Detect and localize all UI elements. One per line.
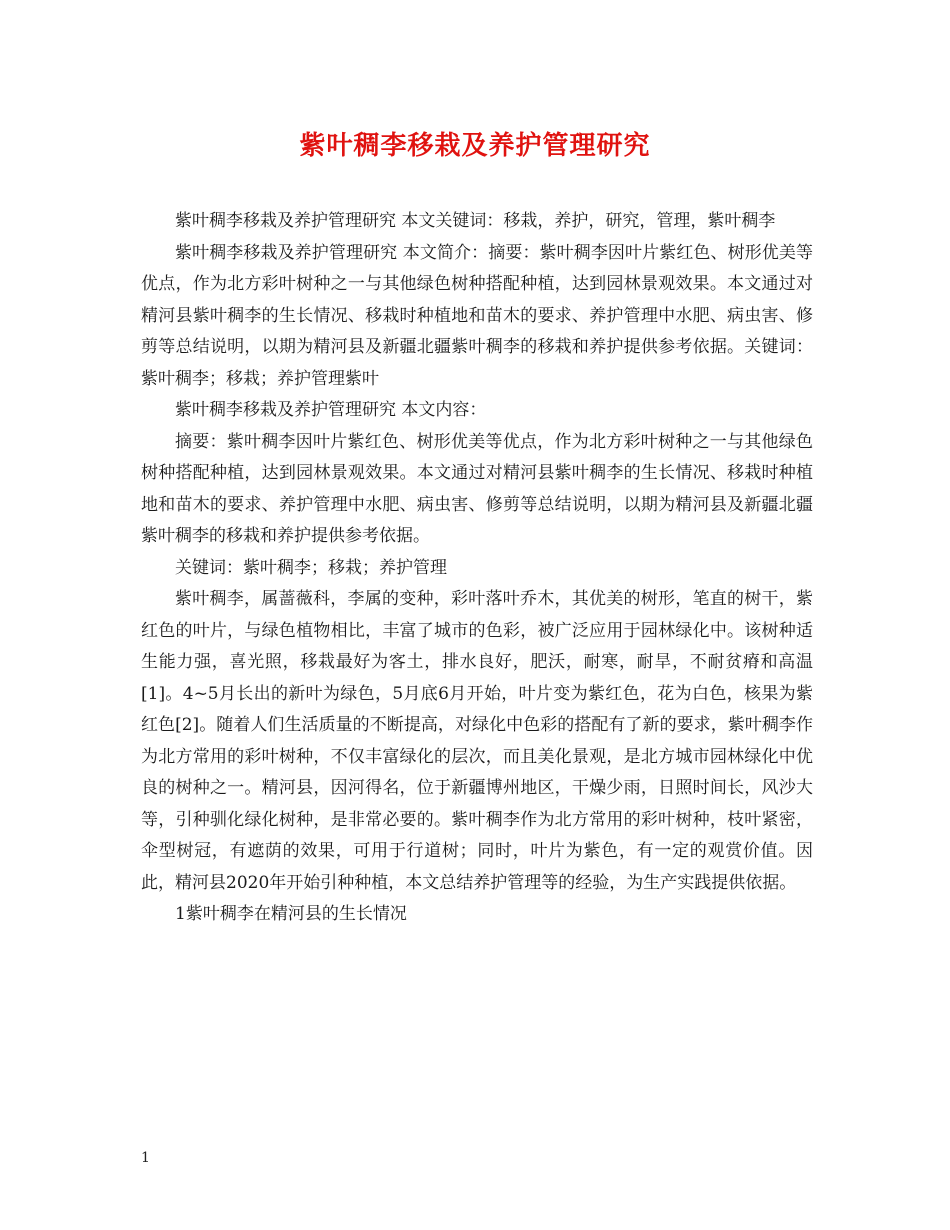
- summary-paragraph: 紫叶稠李移栽及养护管理研究 本文简介：摘要：紫叶稠李因叶片紫红色、树形优美等优点，作为北方彩叶树种之一与其他绿色树种搭配种植，达到园林景观效果。本文通过对精河县紫叶稠李的生长情况、移栽时种植地和苗木的要求、养护管理中水肥、病虫害、修剪等总结说明，以期为精河县及新疆北疆紫叶稠李的移栽和养护提供参考依据。关键词：紫叶稠李；移栽；养护管理紫叶: [141, 242, 813, 389]
- keywords-paragraph: 紫叶稠李移栽及养护管理研究 本文关键词：移栽，养护，研究，管理，紫叶稠李: [175, 211, 776, 231]
- document-title: 紫叶稠李移栽及养护管理研究: [299, 131, 651, 161]
- document-body: [141, 206, 813, 931]
- section-heading: 1紫叶稠李在精河县的生长情况: [175, 904, 407, 924]
- page-number: 1: [141, 1150, 150, 1166]
- abstract-paragraph: 摘要：紫叶稠李因叶片紫红色、树形优美等优点，作为北方彩叶树种之一与其他绿色树种搭配种植，达到园林景观效果。本文通过对精河县紫叶稠李的生长情况、移栽时种植地和苗木的要求、养护管理中水肥、病虫害、修剪等总结说明，以期为精河县及新疆北疆紫叶稠李的移栽和养护提供参考依据。: [141, 431, 813, 546]
- introduction-paragraph: 紫叶稠李，属蔷薇科，李属的变种，彩叶落叶乔木，其优美的树形，笔直的树干，紫红色的叶片，与绿色植物相比，丰富了城市的色彩，被广泛应用于园林绿化中。该树种适生能力强，喜光照，移栽最好为客土，排水良好，肥沃，耐寒，耐旱，不耐贫瘠和高温[1]。4~5月长出的新叶为绿色，5月底6月开始，叶片变为紫红色，花为白色，核果为紫红色[2]。随着人们生活质量的不断提高，对绿化中色彩的搭配有了新的要求，紫叶稠李作为北方常用的彩叶树种，不仅丰富绿化的层次，而且美化景观，是北方城市园林绿化中优良的树种之一。精河县，因河得名，位于新疆博州地区，干燥少雨，日照时间长，风沙大等，引种驯化绿化树种，是非常必要的。紫叶稠李作为北方常用的彩叶树种，枝叶紧密，伞型树冠，有遮荫的效果，可用于行道树；同时，叶片为紫色，有一定的观赏价值。因此，精河县2020年开始引种种植，本文总结养护管理等的经验，为生产实践提供依据。: [141, 589, 813, 893]
- content-heading-paragraph: 紫叶稠李移栽及养护管理研究 本文内容：: [175, 400, 487, 420]
- keywords-line-paragraph: 关键词：紫叶稠李；移栽；养护管理: [175, 557, 447, 578]
